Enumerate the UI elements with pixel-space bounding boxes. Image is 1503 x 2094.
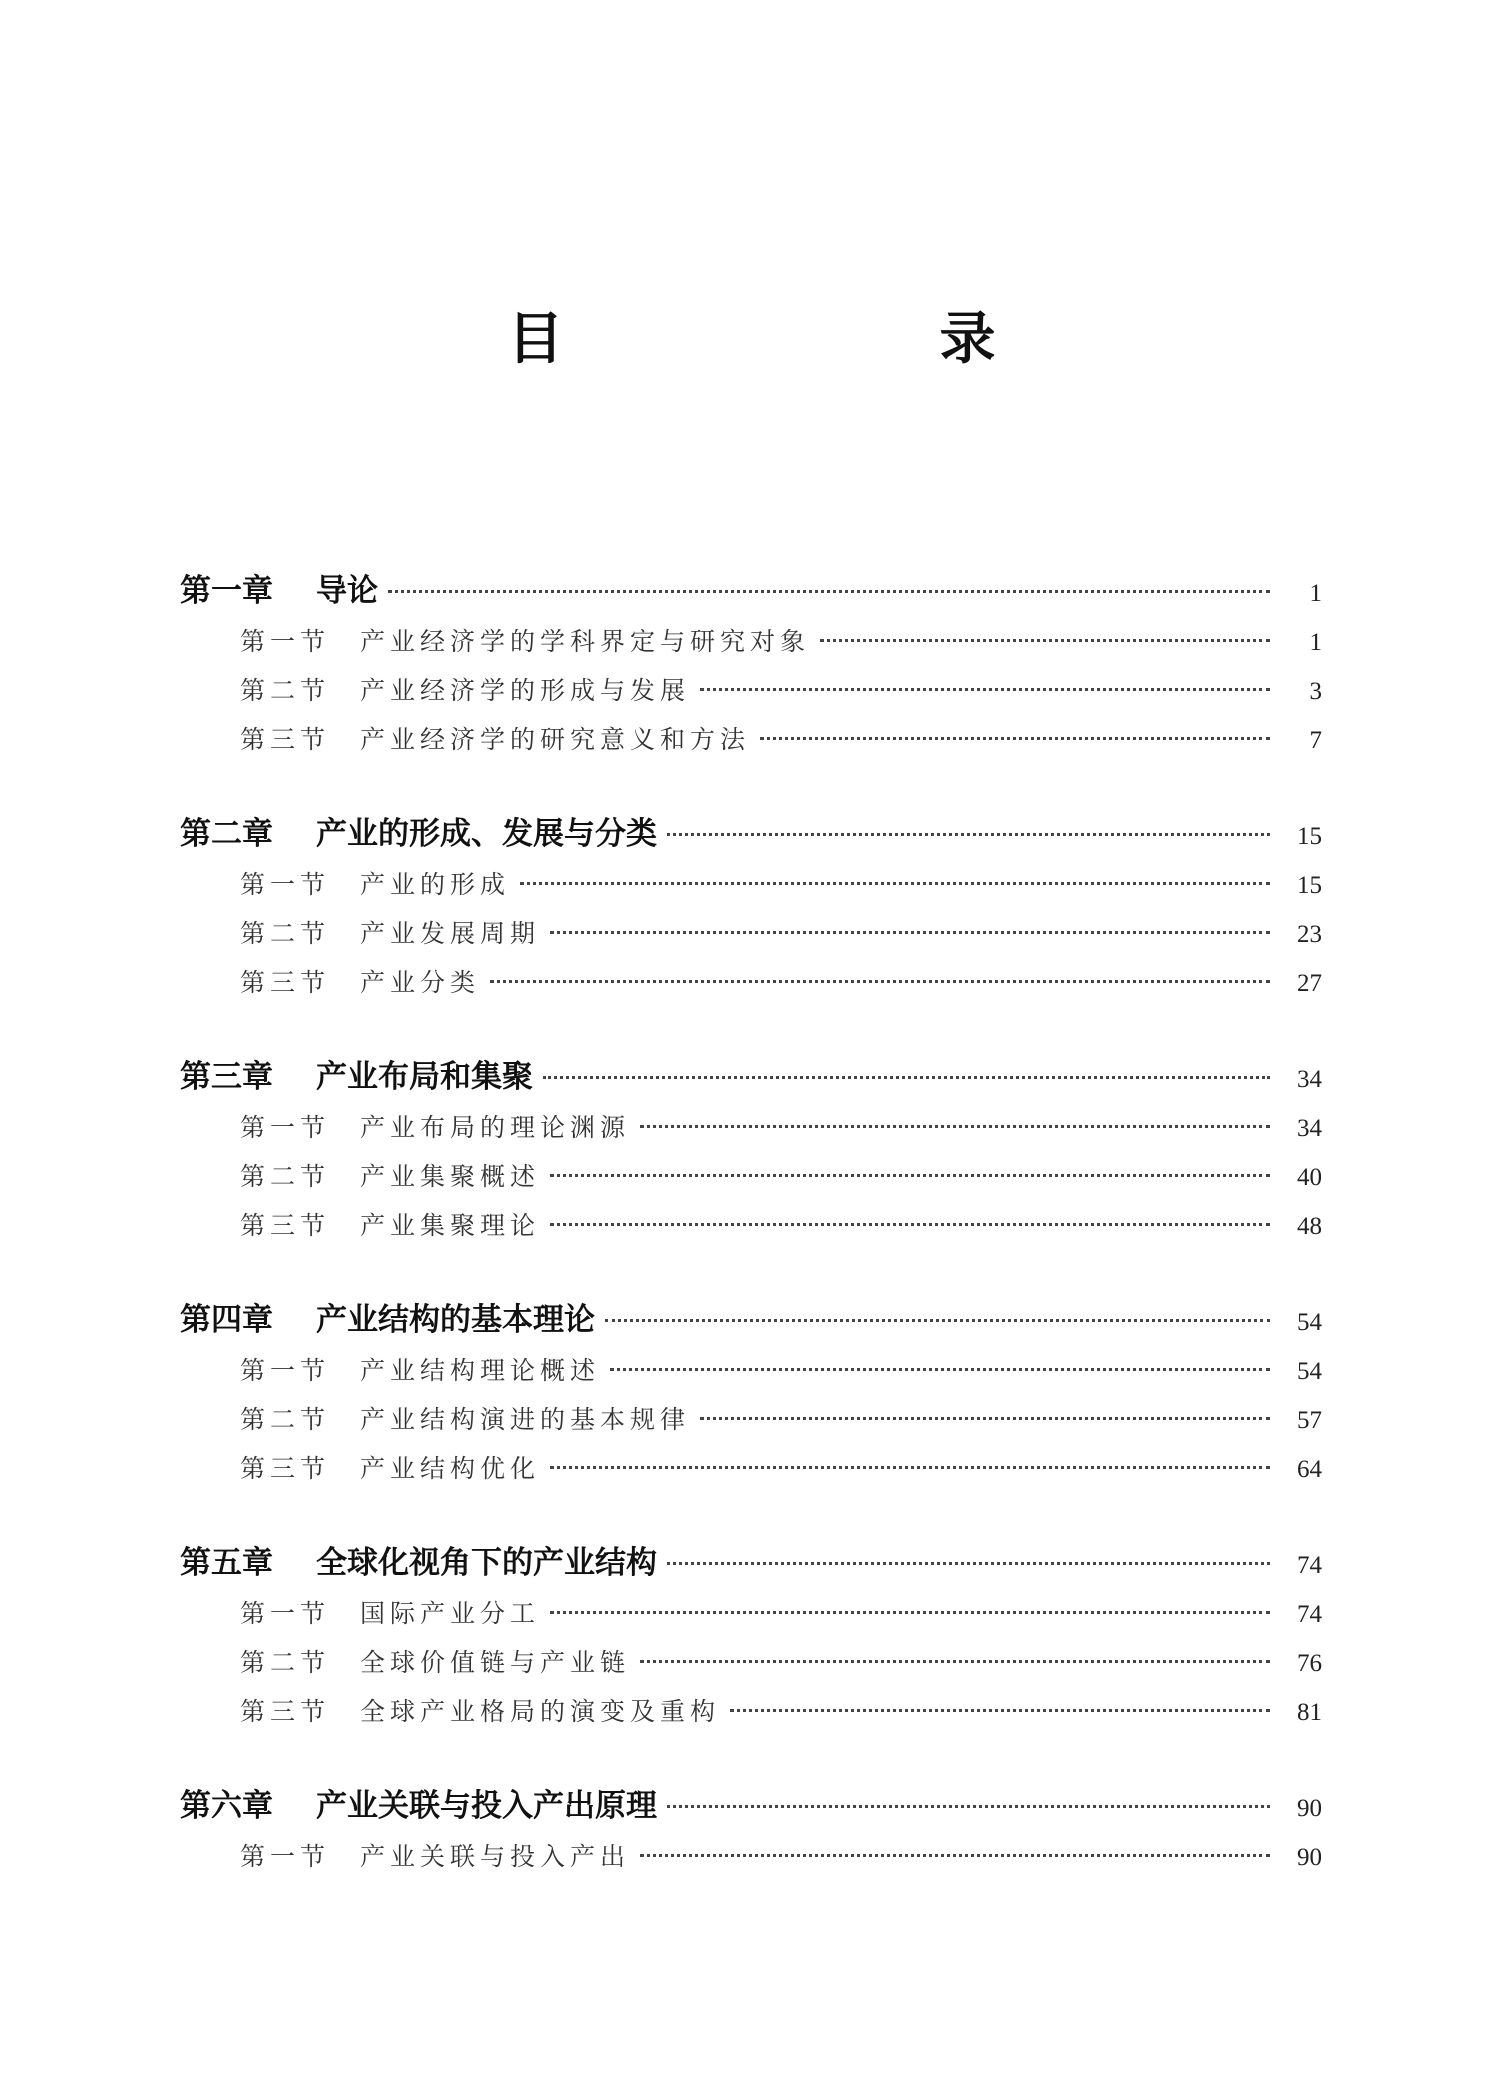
section-entry[interactable] — [180, 1152, 1322, 1201]
dot-leader — [667, 833, 1270, 836]
dot-leader — [550, 931, 1270, 934]
section-number: 第一节 — [240, 1599, 331, 1628]
dot-leader — [543, 1076, 1270, 1079]
section-entry[interactable] — [180, 1201, 1322, 1250]
section-entry[interactable] — [180, 909, 1322, 958]
section-entry[interactable] — [180, 1589, 1322, 1638]
section-title: 产业经济学的形成与发展 — [360, 676, 691, 705]
chapter-number: 第一章 — [180, 573, 273, 609]
section-entry[interactable] — [180, 860, 1322, 909]
section-entry[interactable] — [180, 1103, 1322, 1152]
section-title: 产业经济学的学科界定与研究对象 — [360, 627, 811, 656]
page-number: 81 — [1297, 1699, 1322, 1726]
page-number: 7 — [1309, 727, 1322, 754]
dot-leader — [388, 590, 1270, 593]
page-number: 54 — [1297, 1358, 1322, 1385]
page-number: 15 — [1297, 872, 1322, 899]
chapter-entry[interactable] — [180, 1780, 1322, 1832]
section-number: 第二节 — [240, 919, 331, 948]
section-number: 第二节 — [240, 676, 331, 705]
chapter-block — [180, 1051, 1322, 1250]
chapter-block — [180, 565, 1322, 764]
page-title: 目 录 — [507, 307, 1156, 372]
section-title: 产业分类 — [360, 968, 481, 997]
section-title: 全球价值链与产业链 — [360, 1648, 631, 1677]
dot-leader — [640, 1660, 1270, 1663]
dot-leader — [550, 1223, 1270, 1226]
chapter-number: 第二章 — [180, 816, 273, 852]
page-number: 40 — [1297, 1164, 1322, 1191]
chapter-title: 产业布局和集聚 — [316, 1059, 533, 1095]
chapter-number: 第五章 — [180, 1545, 273, 1581]
dot-leader — [490, 980, 1270, 983]
dot-leader — [700, 1417, 1270, 1420]
dot-leader — [820, 639, 1270, 642]
page-number: 90 — [1297, 1795, 1322, 1822]
section-title: 产业结构理论概述 — [360, 1356, 601, 1385]
page-number: 34 — [1297, 1066, 1322, 1093]
page-number: 64 — [1297, 1456, 1322, 1483]
chapter-number: 第六章 — [180, 1788, 273, 1824]
chapter-block — [180, 808, 1322, 1007]
section-number: 第一节 — [240, 1842, 331, 1871]
dot-leader — [700, 688, 1270, 691]
dot-leader — [610, 1368, 1270, 1371]
page-number: 1 — [1309, 580, 1322, 607]
section-title: 产业发展周期 — [360, 919, 541, 948]
section-number: 第一节 — [240, 1113, 331, 1142]
page-number: 90 — [1297, 1844, 1322, 1871]
section-number: 第一节 — [240, 627, 331, 656]
page-number: 1 — [1309, 629, 1322, 656]
section-number: 第二节 — [240, 1405, 331, 1434]
section-number: 第三节 — [240, 1697, 331, 1726]
page-number: 74 — [1297, 1601, 1322, 1628]
section-number: 第三节 — [240, 725, 331, 754]
chapter-entry[interactable] — [180, 1051, 1322, 1103]
chapter-title: 产业结构的基本理论 — [316, 1302, 595, 1338]
section-entry[interactable] — [180, 1832, 1322, 1881]
chapter-entry[interactable] — [180, 565, 1322, 617]
section-title: 产业布局的理论渊源 — [360, 1113, 631, 1142]
dot-leader — [730, 1709, 1270, 1712]
section-title: 国际产业分工 — [360, 1599, 541, 1628]
chapter-block — [180, 1294, 1322, 1493]
section-entry[interactable] — [180, 1395, 1322, 1444]
chapter-title: 导论 — [316, 573, 378, 609]
section-number: 第二节 — [240, 1648, 331, 1677]
section-entry[interactable] — [180, 1687, 1322, 1736]
chapter-entry[interactable] — [180, 1537, 1322, 1589]
page-number: 34 — [1297, 1115, 1322, 1142]
section-number: 第二节 — [240, 1162, 331, 1191]
page-number: 74 — [1297, 1552, 1322, 1579]
chapter-entry[interactable] — [180, 1294, 1322, 1346]
section-entry[interactable] — [180, 666, 1322, 715]
chapter-entry[interactable] — [180, 808, 1322, 860]
chapter-title: 产业关联与投入产出原理 — [316, 1788, 657, 1824]
section-number: 第三节 — [240, 1454, 331, 1483]
section-title: 产业结构优化 — [360, 1454, 541, 1483]
section-entry[interactable] — [180, 617, 1322, 666]
dot-leader — [550, 1174, 1270, 1177]
dot-leader — [640, 1125, 1270, 1128]
section-entry[interactable] — [180, 958, 1322, 1007]
dot-leader — [550, 1611, 1270, 1614]
page-number: 76 — [1297, 1650, 1322, 1677]
page-number: 48 — [1297, 1213, 1322, 1240]
section-number: 第三节 — [240, 1211, 331, 1240]
chapter-title: 全球化视角下的产业结构 — [316, 1545, 657, 1581]
chapter-block — [180, 1537, 1322, 1736]
dot-leader — [760, 737, 1270, 740]
section-title: 产业集聚理论 — [360, 1211, 541, 1240]
dot-leader — [605, 1319, 1270, 1322]
section-title: 产业集聚概述 — [360, 1162, 541, 1191]
section-number: 第一节 — [240, 1356, 331, 1385]
dot-leader — [640, 1854, 1270, 1857]
section-entry[interactable] — [180, 1638, 1322, 1687]
page-number: 27 — [1297, 970, 1322, 997]
section-title: 产业结构演进的基本规律 — [360, 1405, 691, 1434]
dot-leader — [550, 1466, 1270, 1469]
dot-leader — [520, 882, 1270, 885]
section-entry[interactable] — [180, 715, 1322, 764]
section-title: 产业经济学的研究意义和方法 — [360, 725, 751, 754]
section-entry[interactable] — [180, 1444, 1322, 1493]
section-entry[interactable] — [180, 1346, 1322, 1395]
section-title: 全球产业格局的演变及重构 — [360, 1697, 721, 1726]
section-number: 第一节 — [240, 870, 331, 899]
page-number: 15 — [1297, 823, 1322, 850]
chapter-title: 产业的形成、发展与分类 — [316, 816, 657, 852]
section-title: 产业的形成 — [360, 870, 511, 899]
chapter-block — [180, 1780, 1322, 1881]
chapter-number: 第三章 — [180, 1059, 273, 1095]
page-number: 3 — [1309, 678, 1322, 705]
dot-leader — [667, 1805, 1270, 1808]
chapter-number: 第四章 — [180, 1302, 273, 1338]
page-number: 54 — [1297, 1309, 1322, 1336]
table-of-contents — [180, 565, 1322, 1925]
section-number: 第三节 — [240, 968, 331, 997]
page-number: 57 — [1297, 1407, 1322, 1434]
dot-leader — [667, 1562, 1270, 1565]
section-title: 产业关联与投入产出 — [360, 1842, 631, 1871]
page-number: 23 — [1297, 921, 1322, 948]
